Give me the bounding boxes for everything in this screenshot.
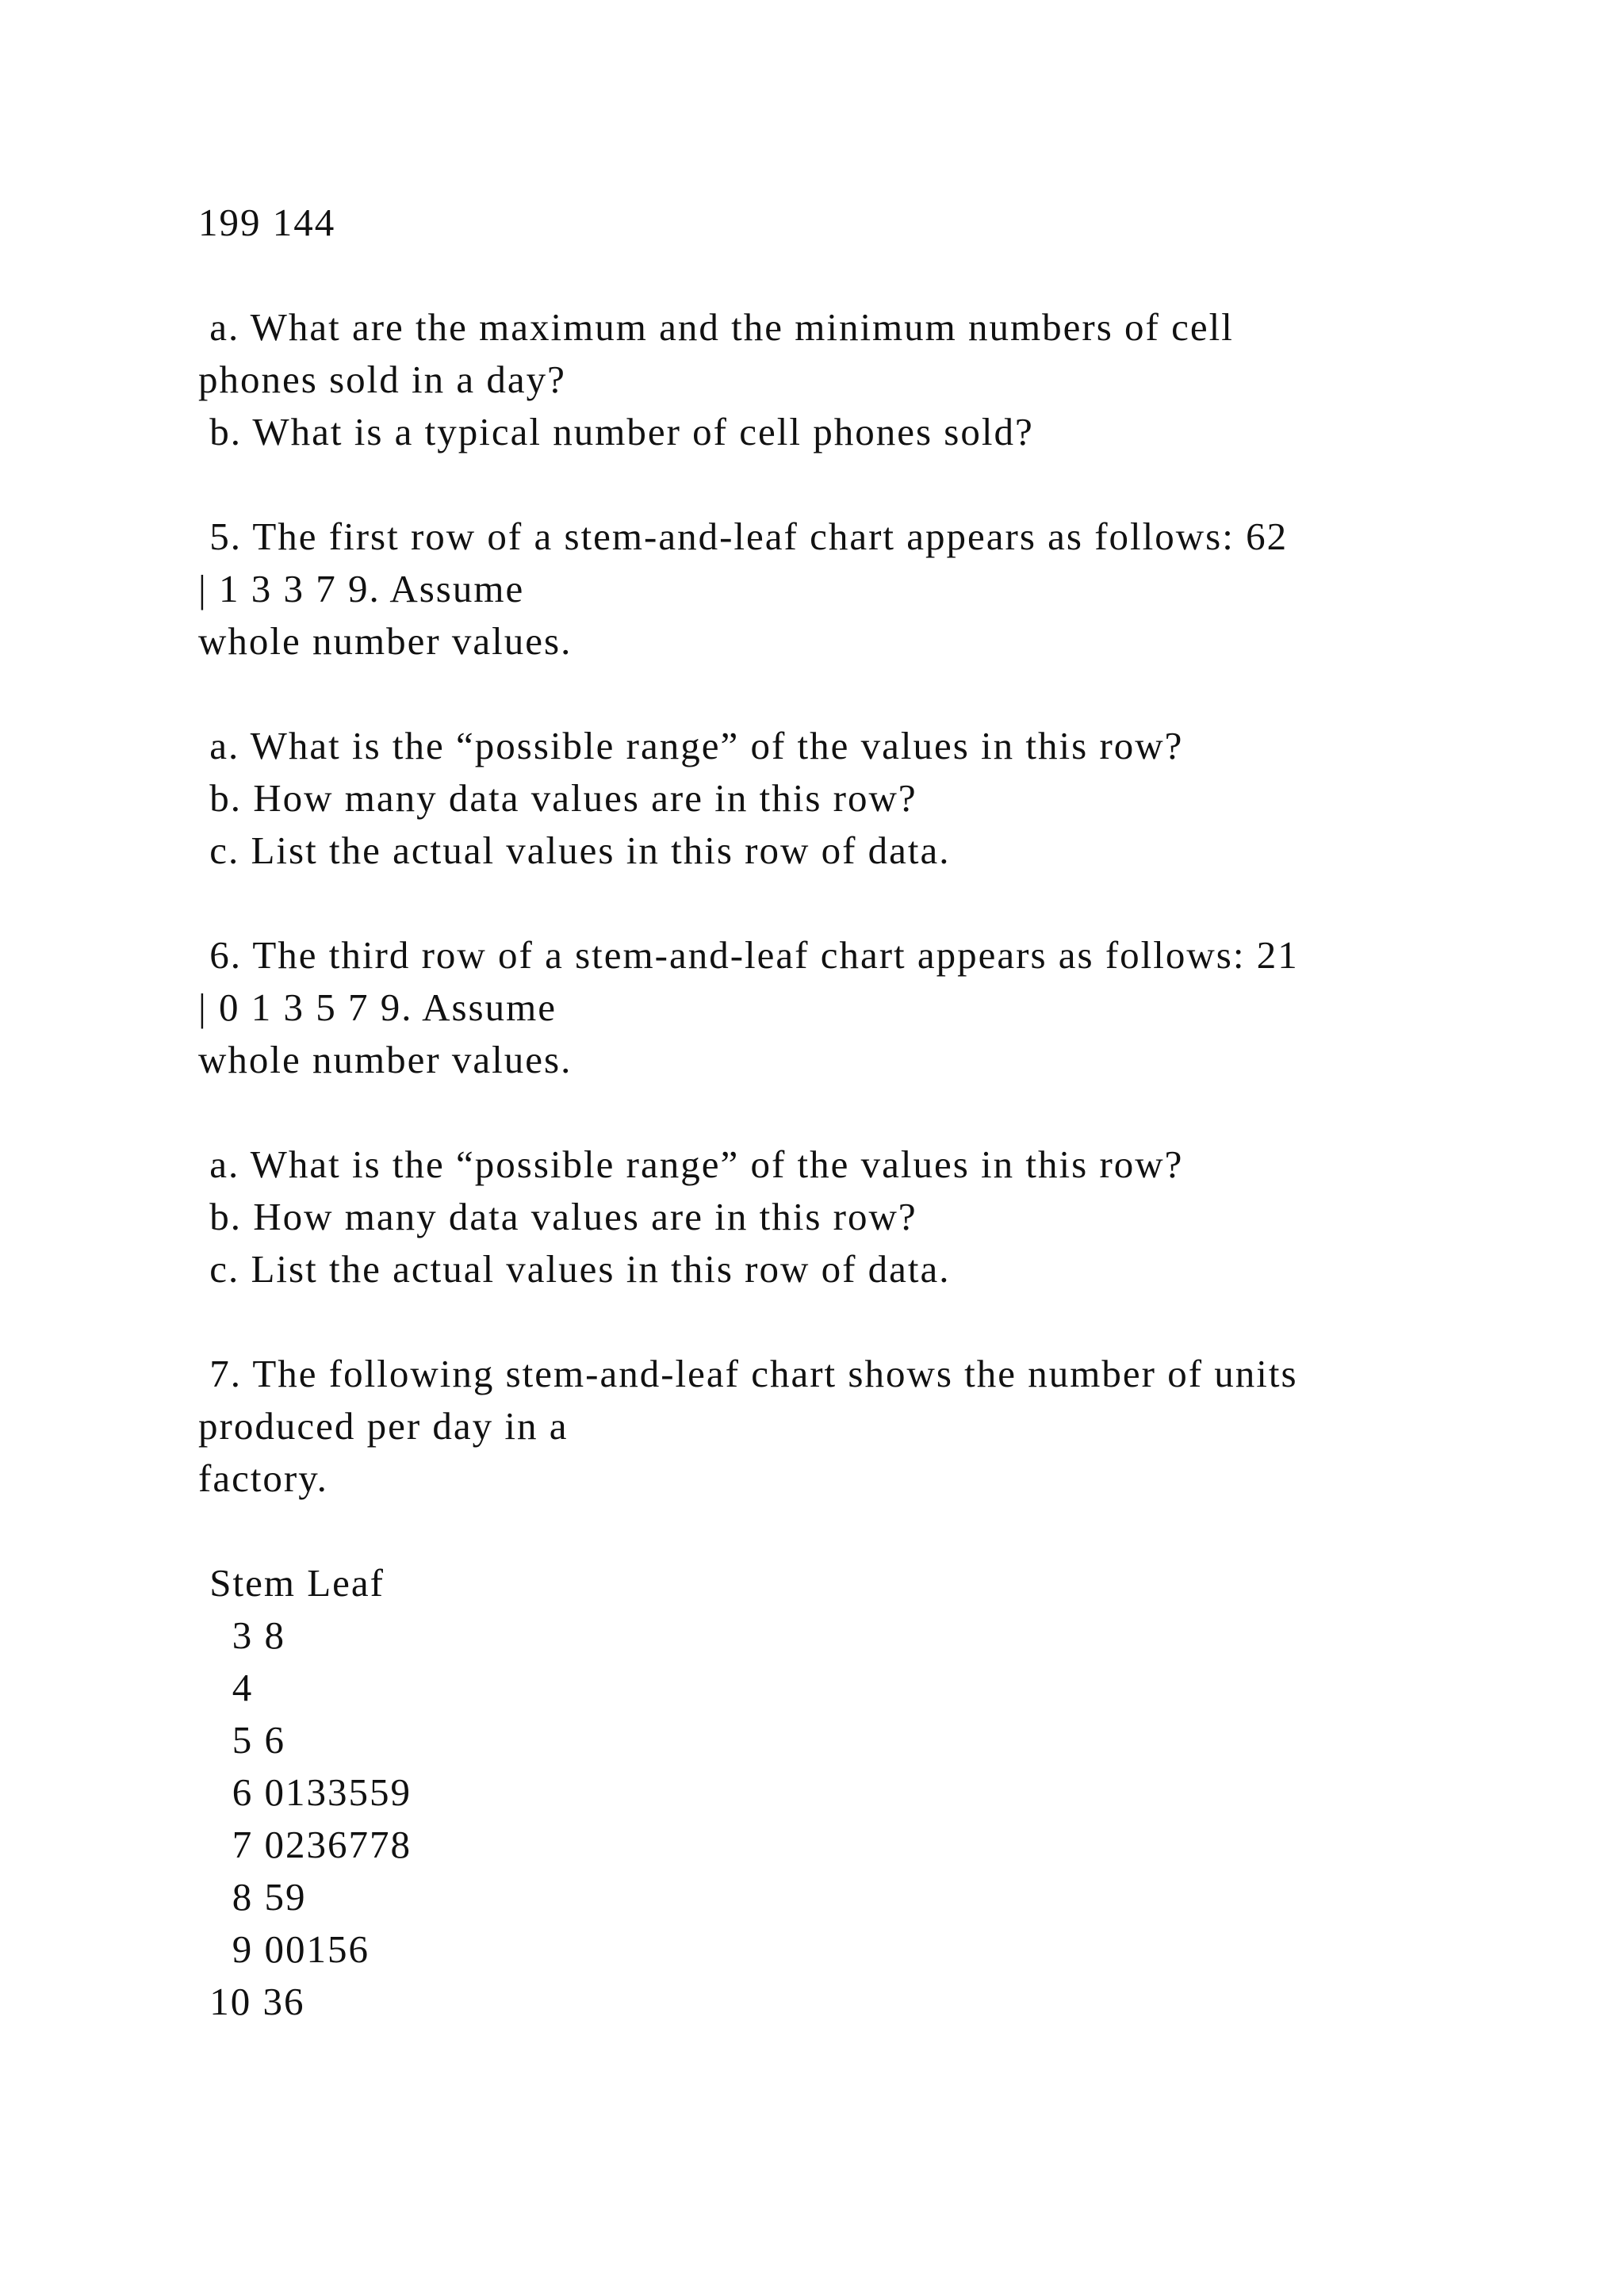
blank-line (198, 668, 1546, 720)
question-5-line-1: 5. The first row of a stem-and-leaf chart appears as follows: 62 (198, 515, 1289, 558)
question-4b: b. What is a typical number of cell phones sold? (198, 410, 1034, 453)
question-6c: c. List the actual values in this row of data. (198, 1247, 951, 1291)
stem-leaf-row: 5 6 (198, 1718, 285, 1762)
question-6-line-2: | 0 1 3 5 7 9. Assume (198, 985, 557, 1029)
stem-leaf-row: 10 36 (198, 1980, 305, 2023)
stem-leaf-row: 4 (198, 1666, 254, 1709)
question-4a-line-1: a. What are the maximum and the minimum numbers of cell (198, 305, 1234, 349)
blank-line (198, 1295, 1546, 1348)
stem-leaf-row: 8 59 (198, 1875, 307, 1919)
question-6b: b. How many data values are in this row? (198, 1195, 917, 1238)
blank-line (198, 249, 1546, 301)
question-5-line-2: | 1 3 3 7 9. Assume (198, 567, 525, 610)
blank-line (198, 1086, 1546, 1138)
question-7-line-1: 7. The following stem-and-leaf chart shows the number of units (198, 1352, 1298, 1395)
stem-leaf-row: 9 00156 (198, 1927, 370, 1971)
stem-leaf-row: 7 0236778 (198, 1823, 412, 1866)
stem-leaf-row: 6 0133559 (198, 1770, 412, 1814)
question-4a-line-2: phones sold in a day? (198, 358, 566, 401)
document-text (198, 197, 1546, 2028)
question-5b: b. How many data values are in this row? (198, 776, 917, 820)
question-5a: a. What is the “possible range” of the values in this row? (198, 724, 1184, 767)
text-line: 199 144 (198, 201, 336, 244)
question-6-line-3: whole number values. (198, 1038, 573, 1081)
question-7-line-3: factory. (198, 1456, 328, 1500)
stem-leaf-header: Stem Leaf (198, 1561, 385, 1605)
blank-line (198, 1505, 1546, 1557)
blank-line (198, 877, 1546, 929)
blank-line (198, 458, 1546, 511)
question-7-line-2: produced per day in a (198, 1404, 569, 1448)
question-6-line-1: 6. The third row of a stem-and-leaf chart appears as follows: 21 (198, 933, 1299, 977)
question-6a: a. What is the “possible range” of the values in this row? (198, 1142, 1184, 1186)
question-5c: c. List the actual values in this row of data. (198, 828, 951, 872)
question-5-line-3: whole number values. (198, 619, 573, 663)
stem-leaf-row: 3 8 (198, 1613, 285, 1657)
